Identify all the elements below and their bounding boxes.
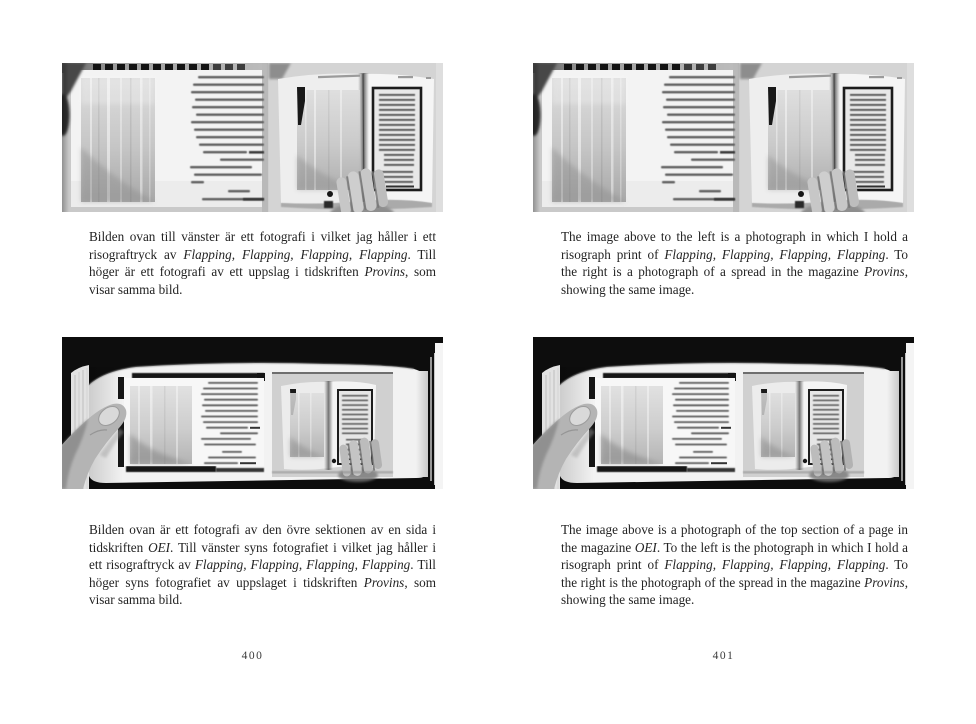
caption-swedish-bottom: Bilden ovan är ett fotografi av den övre sektionen av en sida i tidskriften OEI. Till vänster syns fotografiet i vilket jag håller i ett risograftryck av Flapping, Flapping, Flapping, Flapping. Till höger syns fotografiet av uppslaget i tidskriften Provins, som visar samma bild. (89, 522, 436, 608)
page-number-left: 400 (241, 650, 264, 662)
caption-english-bottom: The image above is a photograph of the top section of a page in the magazine OEI. To the left is the photograph in which I hold a risograph print of Flapping, Flapping, Flapping, Flapping. To the right is the photograph of the spread in the magazine Provins, showing the same image. (561, 522, 908, 608)
page-number-right: 401 (712, 650, 735, 662)
caption-english-top: The image above to the left is a photograph in which I hold a risograph print of Flapping, Flapping, Flapping, Flapping. To the right is a photograph of a spread in the magazine Provins, showing the same image. (561, 229, 908, 297)
photo-oei-page-left-page (62, 337, 443, 489)
photo-oei-page-right-page (533, 337, 914, 489)
photo-risograph-print-and-provins-spread-left-page (62, 63, 443, 212)
photo-risograph-print-and-provins-spread-right-page (533, 63, 914, 212)
caption-swedish-top: Bilden ovan till vänster är ett fotografi i vilket jag håller i ett risograftryck av Flapping, Flapping, Flapping, Flapping. Till höger är ett fotografi av ett uppslag i tidskriften Provins, som visar samma bild. (89, 229, 436, 297)
